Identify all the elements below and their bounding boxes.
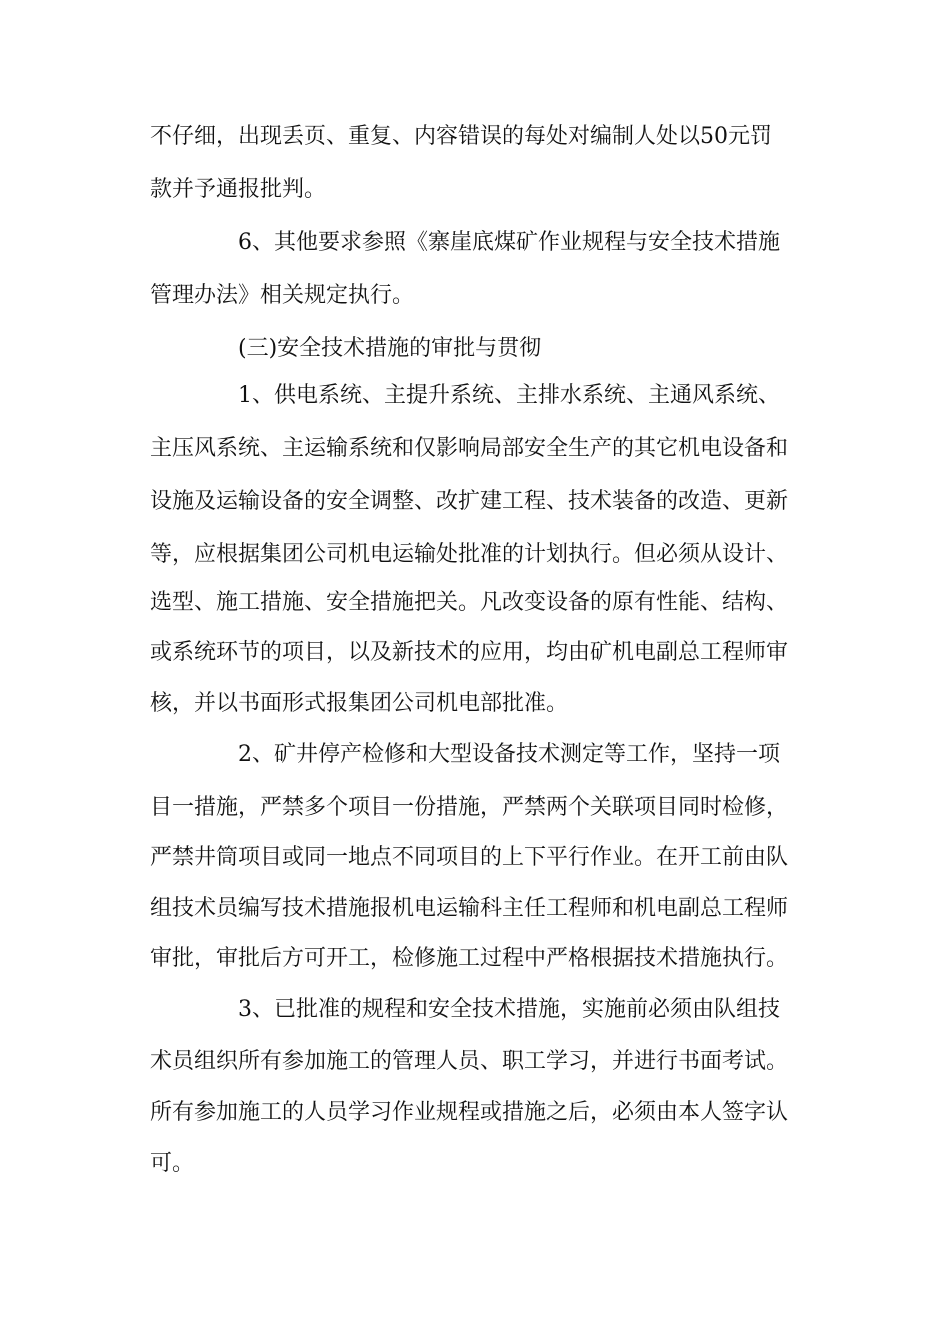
text-line: 核，并以书面形式报集团公司机电部批准。 — [150, 691, 569, 716]
text-line: 术员组织所有参加施工的管理人员、职工学习，并进行书面考试。 — [150, 1049, 789, 1074]
paragraph-1-start: 1、供电系统、主提升系统、主排水系统、主通风系统、 — [238, 383, 780, 408]
text-line: 管理办法》相关规定执行。 — [150, 283, 415, 308]
text-line: 款并予通报批判。 — [150, 177, 327, 202]
text-line: 等，应根据集团公司机电运输处批准的计划执行。但必须从设计、 — [150, 542, 789, 567]
text-line: 组技术员编写技术措施报机电运输科主任工程师和机电副总工程师 — [150, 896, 789, 921]
text-line: 审批，审批后方可开工，检修施工过程中严格根据技术措施执行。 — [150, 946, 789, 971]
section-heading: (三)安全技术措施的审批与贯彻 — [238, 336, 542, 361]
text-line: 严禁井筒项目或同一地点不同项目的上下平行作业。在开工前由队 — [150, 845, 789, 870]
paragraph-2-start: 2、矿井停产检修和大型设备技术测定等工作，坚持一项 — [238, 742, 780, 767]
text-line: 目一措施，严禁多个项目一份措施，严禁两个关联项目同时检修， — [150, 795, 789, 820]
text-line: 主压风系统、主运输系统和仅影响局部安全生产的其它机电设备和 — [150, 436, 789, 461]
text-line: 或系统环节的项目，以及新技术的应用，均由矿机电副总工程师审 — [150, 640, 789, 665]
text-line: 所有参加施工的人员学习作业规程或措施之后，必须由本人签字认 — [150, 1100, 789, 1125]
text-line: 不仔细，出现丢页、重复、内容错误的每处对编制人处以50元罚 — [150, 124, 772, 149]
text-line: 选型、施工措施、安全措施把关。凡改变设备的原有性能、结构、 — [150, 590, 789, 615]
text-line: 可。 — [150, 1151, 195, 1176]
paragraph-6-start: 6、其他要求参照《寨崖底煤矿作业规程与安全技术措施 — [238, 230, 780, 255]
paragraph-3-start: 3、已批准的规程和安全技术措施，实施前必须由队组技 — [238, 997, 780, 1022]
text-line: 设施及运输设备的安全调整、改扩建工程、技术装备的改造、更新 — [150, 489, 789, 514]
